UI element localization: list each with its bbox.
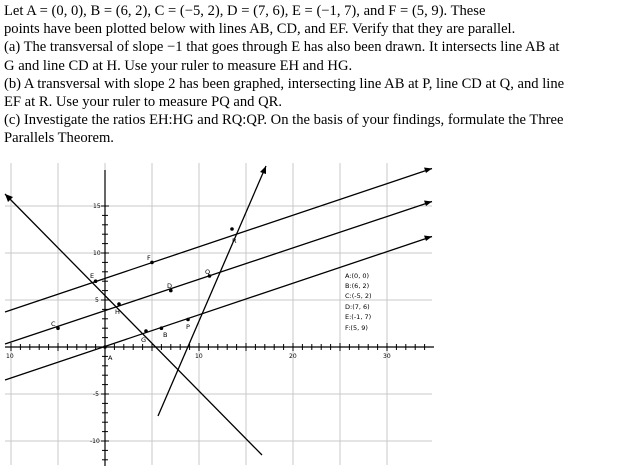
legend-a: A:(0, 0): [345, 272, 369, 280]
problem-line-1: Let A = (0, 0), B = (6, 2), C = (−5, 2), D = (7, 6), E = (−1, 7), and F = (5, 9). These: [4, 3, 486, 19]
label-p: P: [186, 323, 190, 331]
label-r: R: [232, 237, 237, 245]
transversal-slope-neg1: [5, 194, 262, 455]
problem-line-3: (a) The transversal of slope −1 that goes through E has also been drawn. It intersects line AB at: [4, 39, 560, 56]
legend-e: E:(-1, 7): [345, 313, 372, 321]
point-markers: [56, 227, 234, 349]
label-a: A: [108, 354, 113, 362]
label-d: D: [167, 282, 173, 290]
legend-c: C:(-5, 2): [345, 292, 372, 300]
y-label-neg5: -5: [93, 391, 99, 398]
coordinate-legend: [345, 272, 372, 332]
y-label-neg10: -10: [90, 438, 100, 445]
label-f: F: [147, 254, 151, 262]
x-label-30: 30: [383, 353, 391, 360]
label-b: B: [163, 331, 168, 339]
y-label-10: 10: [93, 250, 101, 257]
coordinate-graph: [0, 160, 634, 467]
legend-d: D:(7, 6): [345, 303, 370, 311]
y-label-15: 15: [93, 203, 101, 210]
problem-line-5: (b) A transversal with slope 2 has been graphed, intersecting line AB at P, line CD at Q, and line: [4, 75, 565, 92]
x-label-10: 10: [195, 353, 203, 360]
label-q: Q: [205, 268, 211, 276]
problem-line-4: G and line CD at H. Use your ruler to measure EH and HG.: [4, 57, 353, 74]
label-h: H: [115, 308, 120, 316]
problem-line-8: Parallels Theorem.: [4, 130, 114, 147]
legend-f: F:(5, 9): [345, 324, 368, 332]
label-c: C: [51, 320, 56, 328]
y-label-5: 5: [95, 297, 99, 304]
label-e: E: [90, 272, 95, 280]
arrowheads: [5, 166, 432, 241]
label-g: G: [141, 336, 147, 344]
transversal-slope-2: [158, 166, 266, 416]
line-ef: [5, 169, 432, 313]
problem-line-2: points have been plotted below with lines AB, CD, and EF. Verify that they are parallel.: [4, 21, 516, 38]
x-label-20: 20: [289, 353, 297, 360]
x-label-neg10: 10: [6, 353, 14, 360]
legend-b: B:(6, 2): [345, 282, 370, 290]
problem-line-7: (c) Investigate the ratios EH:HG and RQ:QP. On the basis of your findings, formulate the Three: [4, 112, 564, 129]
problem-line-6: EF at R. Use your ruler to measure PQ and QR.: [4, 94, 283, 111]
problem-text: [4, 2, 632, 148]
